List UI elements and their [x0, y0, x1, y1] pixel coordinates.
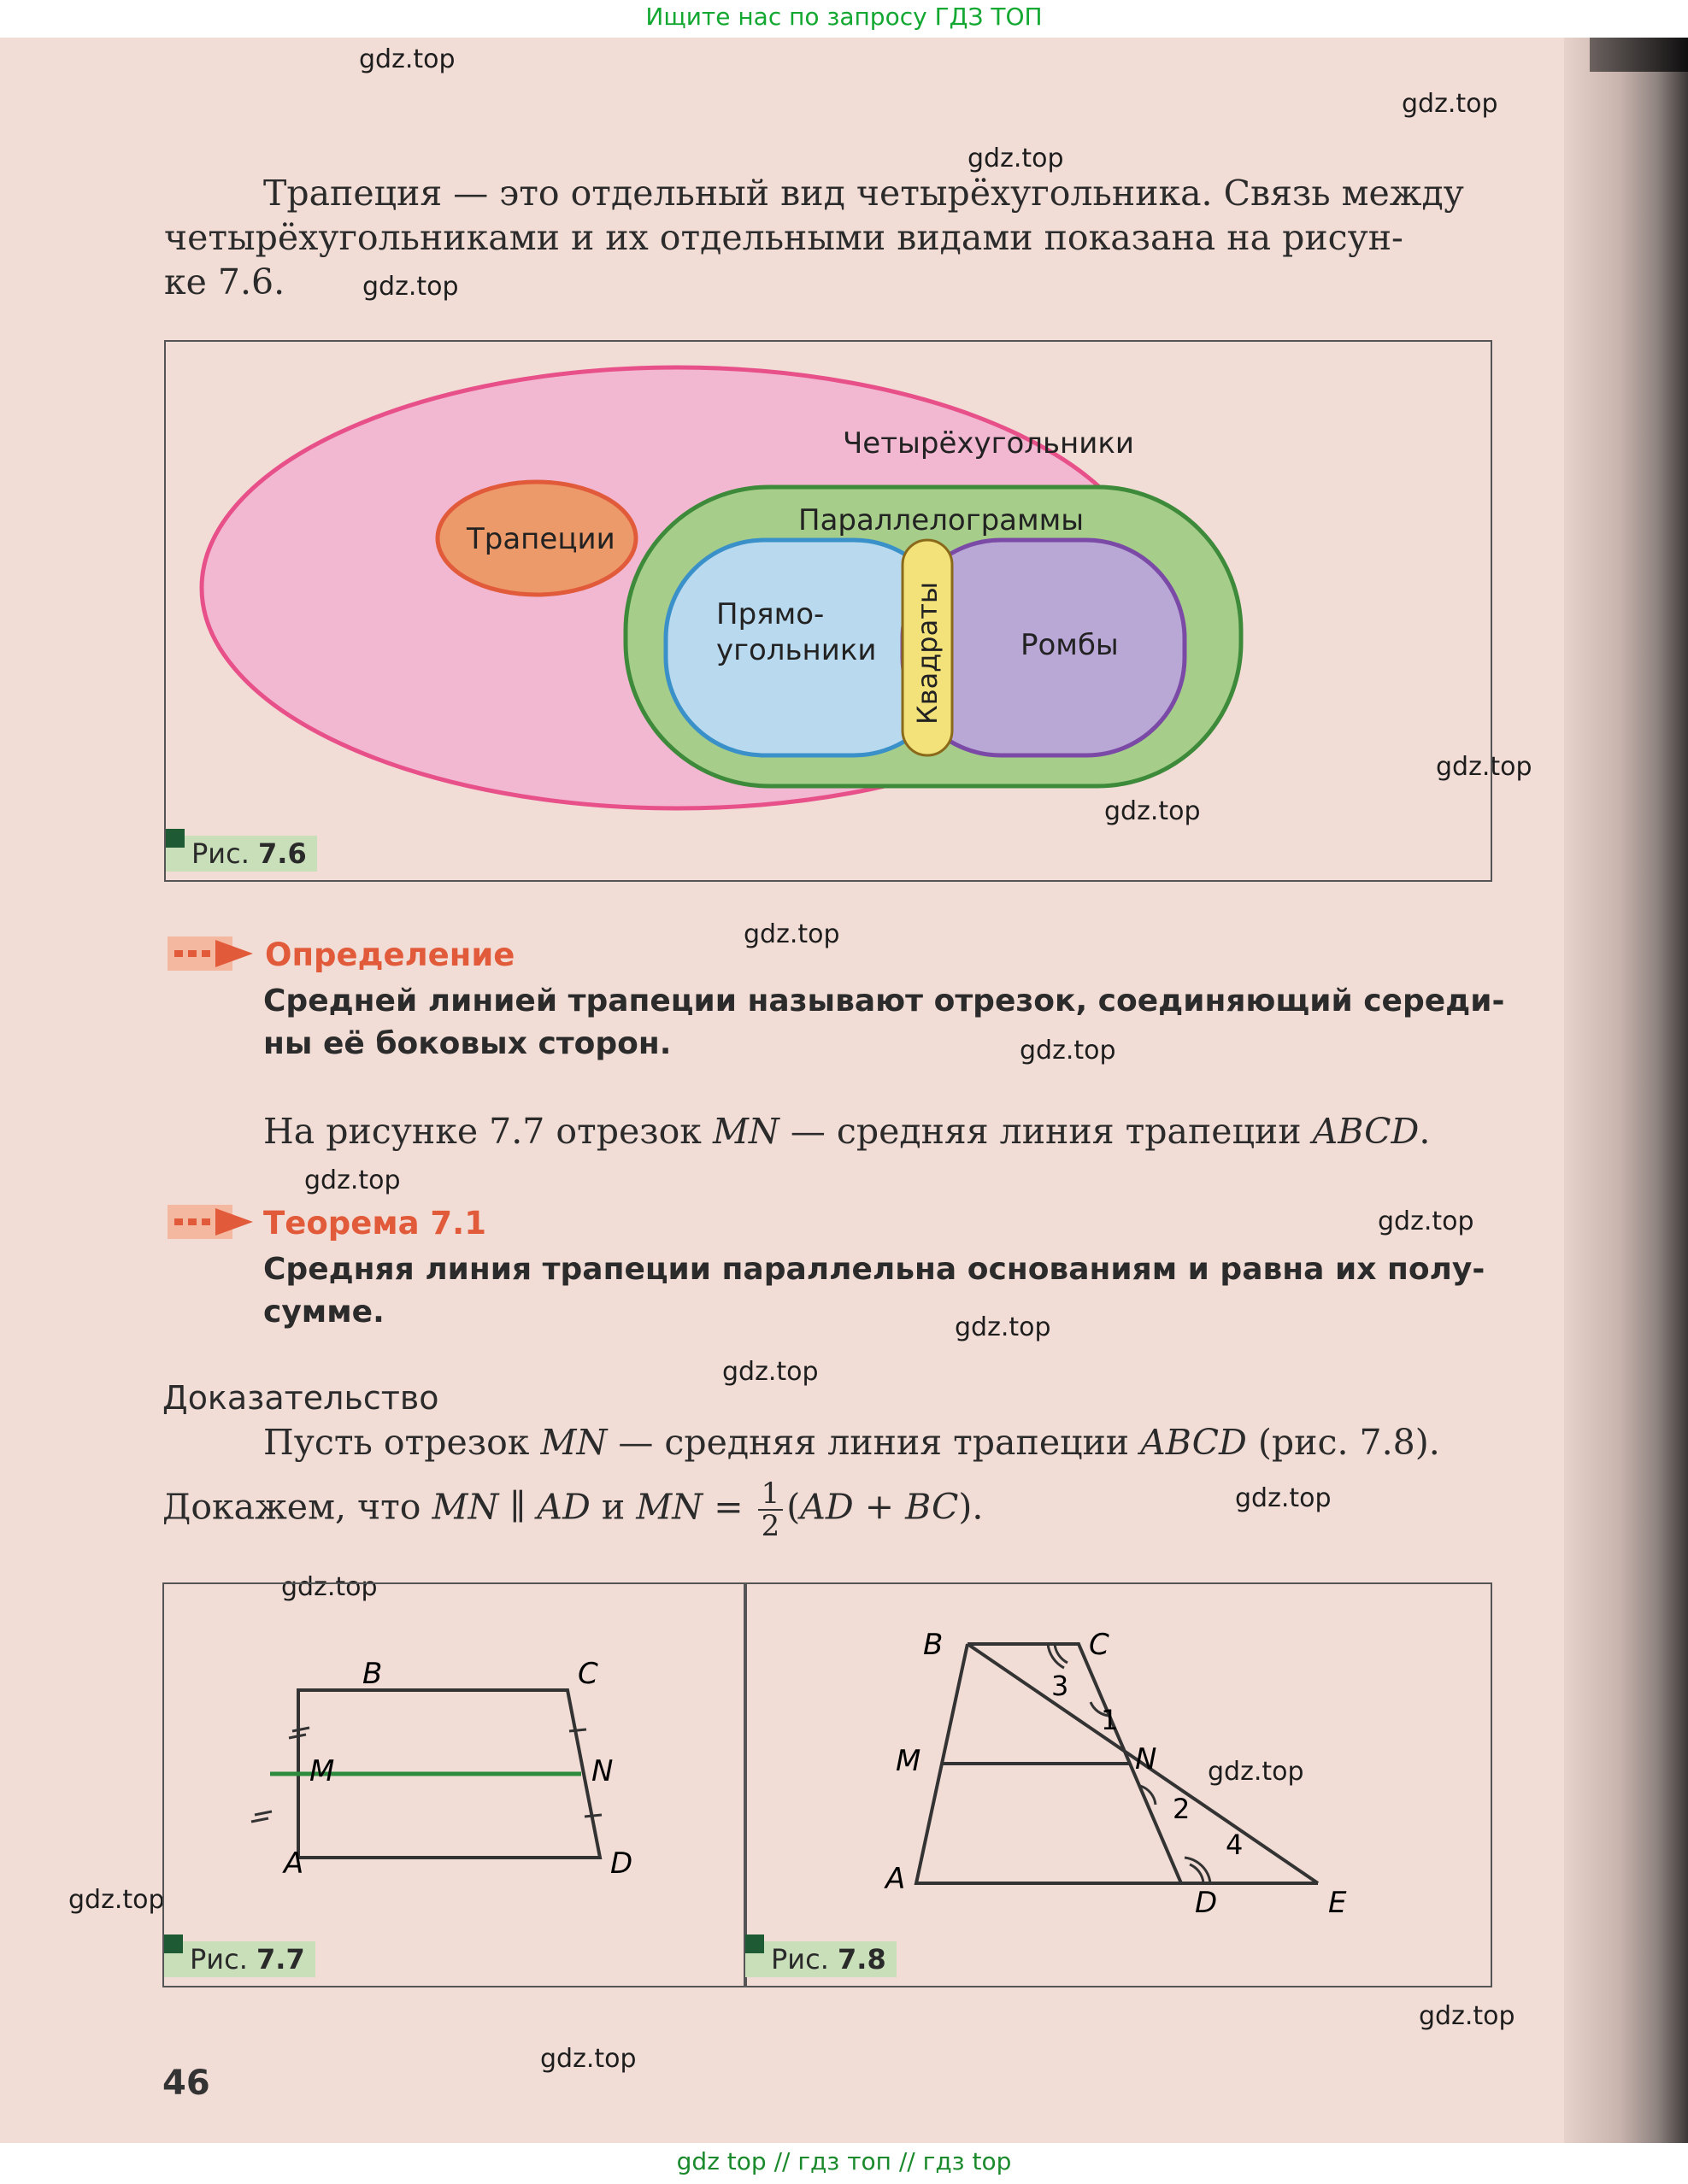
watermark: gdz.top [304, 1165, 401, 1195]
proof-text: ( [786, 1486, 801, 1528]
proof-math: BC [905, 1486, 959, 1528]
example-text-2: — средняя линия трапеции [779, 1111, 1313, 1152]
bottom-banner[interactable] [0, 2143, 1688, 2184]
point-n-label: N [591, 1754, 614, 1788]
vertex-e-label: E [1328, 1886, 1347, 1920]
watermark: gdz.top [1235, 1483, 1332, 1513]
vertex-b-label: B [923, 1628, 944, 1662]
proof-math: AD [800, 1486, 854, 1528]
angle-4-label: 4 [1226, 1829, 1244, 1861]
watermark: gdz.top [968, 144, 1064, 173]
caption-marker [745, 1934, 764, 1953]
watermark: gdz.top [1402, 89, 1498, 119]
proof-text: = [703, 1486, 755, 1528]
book-corner-shadow [1590, 38, 1688, 72]
figure-7-7-caption [164, 1941, 315, 1977]
watermark: gdz.top [1020, 1036, 1116, 1066]
caption-prefix: Рис. [191, 837, 250, 870]
watermark: gdz.top [1378, 1206, 1474, 1236]
label-rectangles-2: угольники [716, 633, 877, 667]
angle-2-label: 2 [1173, 1793, 1191, 1825]
proof-math: MN [432, 1486, 499, 1528]
vertex-c-label: C [578, 1657, 598, 1691]
definition-line-1: Средней линией трапеции называют отрезок, соединяющий середи- [263, 983, 1505, 1019]
book-spine-shadow [1564, 38, 1688, 2143]
intro-line-2: четырёхугольниками и их отдельными видами показана на рисун- [164, 217, 1403, 258]
tick-mark [292, 1728, 309, 1731]
example-math-1: MN [712, 1111, 779, 1152]
definition-line-2: ны её боковых сторон. [263, 1026, 672, 1061]
proof-text: (рис. 7.8). [1246, 1422, 1440, 1463]
watermark: gdz.top [68, 1885, 165, 1915]
proof-text: + [853, 1486, 906, 1528]
trapezoid-proof-diagram [745, 1584, 1491, 1986]
theorem-title: Теорема 7.1 [263, 1205, 486, 1242]
tick-mark [289, 1735, 306, 1738]
tick-mark [251, 1818, 268, 1822]
definition-arrow-icon [168, 936, 258, 971]
example-math-2: ABCD [1312, 1111, 1420, 1152]
euler-diagram [166, 342, 1491, 880]
proof-title: Доказательство [162, 1379, 439, 1417]
caption-number: 7.8 [838, 1943, 886, 1976]
point-n-label: N [1135, 1742, 1157, 1776]
intro-line-1: Трапеция — это отдельный вид четырёхугольника. Связь между [263, 173, 1464, 214]
label-rectangles-1: Прямо- [716, 597, 825, 631]
label-squares: Квадраты [911, 581, 944, 725]
caption-prefix: Рис. [190, 1943, 248, 1976]
watermark: gdz.top [540, 2044, 637, 2074]
fraction-one-half [758, 1478, 784, 1541]
example-text-1: На рисунке 7.7 отрезок [263, 1111, 713, 1152]
theorem-line-2: сумме. [263, 1295, 385, 1330]
watermark: gdz.top [281, 1572, 378, 1602]
watermark: gdz.top [1208, 1757, 1304, 1787]
proof-text: — средняя линия трапеции [607, 1422, 1141, 1463]
proof-math: AD [537, 1486, 591, 1528]
example-sentence [263, 1109, 1430, 1154]
proof-text: Докажем, что [162, 1486, 432, 1528]
theorem-line-1: Средняя линия трапеции параллельна основаниям и равна их полу- [263, 1252, 1485, 1287]
angle-1-label: 1 [1101, 1704, 1119, 1736]
label-quadrilaterals: Четырёхугольники [843, 426, 1135, 461]
vertex-d-label: D [1195, 1886, 1218, 1920]
tick-mark [255, 1811, 272, 1815]
angle-3-arc [1055, 1644, 1067, 1663]
vertex-b-label: B [362, 1657, 383, 1691]
trapezoid-midline-diagram [164, 1584, 745, 1986]
tick-mark [585, 1815, 602, 1817]
caption-number: 7.6 [258, 837, 307, 870]
proof-text: ). [958, 1486, 984, 1528]
vertex-a-label: A [885, 1862, 906, 1896]
proof-line-2 [162, 1478, 983, 1541]
definition-title: Определение [265, 936, 515, 973]
proof-text: и [590, 1486, 637, 1528]
watermark: gdz.top [1419, 2001, 1515, 2031]
bottom-banner-text[interactable]: gdz top // гдз топ // гдз top [676, 2147, 1012, 2175]
angle-4-arc [1190, 1864, 1203, 1883]
theorem-arrow-icon [168, 1205, 258, 1239]
watermark: gdz.top [1436, 752, 1532, 782]
figure-7-8 [744, 1582, 1492, 1987]
proof-text: ∥ [498, 1486, 538, 1528]
caption-number: 7.7 [256, 1943, 305, 1976]
figure-7-7 [162, 1582, 747, 1987]
angle-3-label: 3 [1051, 1670, 1069, 1702]
label-rhombi: Ромбы [1020, 628, 1119, 662]
watermark: gdz.top [359, 44, 456, 74]
intro-line-3: ке 7.6. [164, 261, 285, 302]
proof-math: MN [540, 1422, 608, 1463]
example-text-3: . [1419, 1111, 1431, 1152]
label-parallelograms: Параллелограммы [798, 503, 1085, 537]
fraction-denominator: 2 [761, 1509, 780, 1543]
proof-math: MN [636, 1486, 703, 1528]
caption-prefix: Рис. [771, 1943, 829, 1976]
watermark: gdz.top [362, 272, 459, 302]
caption-marker [166, 829, 185, 848]
watermark: gdz.top [744, 919, 840, 949]
page-number: 46 [162, 2064, 210, 2103]
top-banner-text[interactable]: Ищите нас по запросу ГДЗ ТОП [645, 3, 1043, 31]
proof-math: ABCD [1140, 1422, 1247, 1463]
watermark: gdz.top [1104, 796, 1201, 826]
top-banner[interactable] [0, 0, 1688, 38]
point-m-label: M [309, 1754, 335, 1788]
figure-7-8-caption [745, 1941, 897, 1977]
fraction-numerator: 1 [758, 1478, 784, 1511]
vertex-d-label: D [610, 1846, 633, 1881]
proof-line-1 [263, 1420, 1440, 1465]
figure-7-6-caption [166, 836, 317, 872]
tick-mark [569, 1729, 586, 1731]
watermark: gdz.top [955, 1312, 1051, 1342]
caption-marker [164, 1934, 183, 1953]
vertex-c-label: C [1089, 1628, 1109, 1662]
watermark: gdz.top [722, 1357, 819, 1387]
proof-text: Пусть отрезок [263, 1422, 541, 1463]
figure-7-6 [164, 340, 1492, 882]
label-trapezoids: Трапеции [467, 522, 615, 556]
point-m-label: M [896, 1744, 921, 1778]
vertex-a-label: A [284, 1846, 304, 1881]
